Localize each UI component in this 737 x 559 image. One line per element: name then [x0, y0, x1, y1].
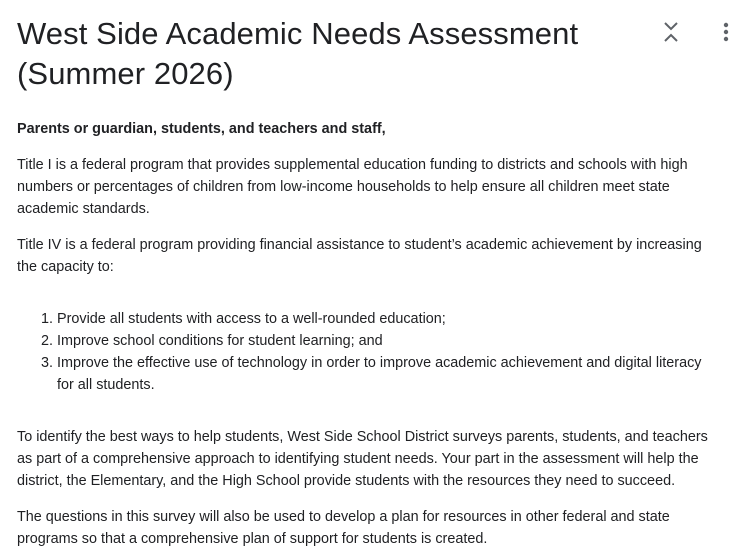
identify-paragraph: To identify the best ways to help students, West Side School District surveys parents, students, and teachers as part of a comprehensive approach to identifying student needs. Your part in the assessment will help the district, the Elementary, and the High School provide students with the resources they need to succeed. [17, 429, 708, 489]
list-item: 2. Improve school conditions for student learning; and [57, 330, 722, 352]
title-iv-paragraph: Title IV is a federal program providing financial assistance to student’s academic achievement by increasing the capacity to: [17, 237, 702, 275]
more-vert-icon [719, 20, 733, 44]
greeting-text: Parents or guardian, students, and teachers and staff, [17, 121, 386, 137]
header-actions [657, 18, 737, 48]
form-header [17, 14, 637, 94]
list-item: 3. Improve the effective use of technology in order to improve academic achievement and digital literacy for all students. [57, 352, 722, 396]
capacity-list [17, 308, 722, 396]
list-item: 1. Provide all students with access to a well-rounded education; [57, 308, 722, 330]
collapse-button[interactable] [660, 20, 682, 44]
unfold-less-icon [660, 20, 682, 44]
questions-paragraph: The questions in this survey will also be used to develop a plan for resources in other federal and state programs so that a comprehensive plan of support for students is created. [17, 509, 670, 547]
form-title: West Side Academic Needs Assessment (Summer 2026) [17, 16, 579, 91]
title-i-paragraph: Title I is a federal program that provides supplemental education funding to districts and schools with high numbers or percentages of children from low-income households to help ensure all children meet state academic standards. [17, 157, 688, 217]
form-description [17, 118, 722, 550]
more-options-button[interactable] [719, 20, 733, 44]
